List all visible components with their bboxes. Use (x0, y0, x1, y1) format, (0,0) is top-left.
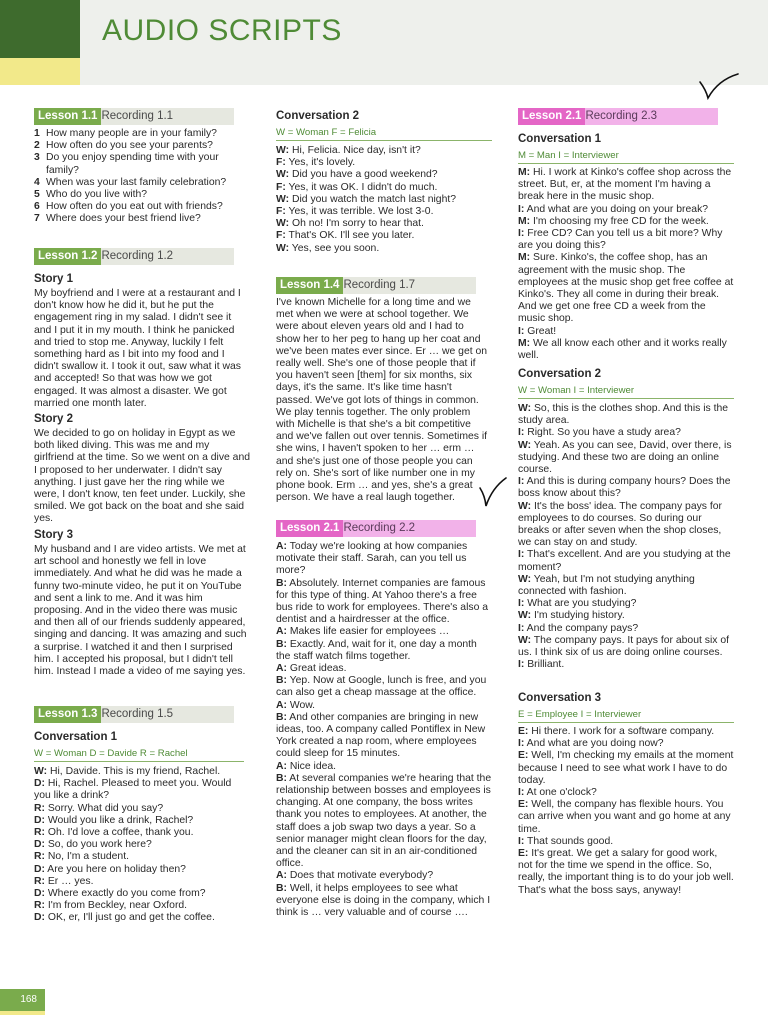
lesson-tag: Lesson 1.2 (34, 248, 101, 265)
speaker-label: R: (34, 802, 45, 814)
question-text: How often do you eat out with friends? (46, 201, 223, 213)
speaker-label: A: (276, 541, 287, 552)
speaker-label: I: (518, 622, 525, 634)
speaker-label: A: (276, 760, 287, 772)
page-number-strip (0, 1011, 45, 1015)
question-text: Who do you live with? (46, 189, 148, 201)
dialogue-line (518, 726, 734, 738)
line-text: So, do you work here? (44, 839, 152, 851)
line-text: OK, er, I'll just go and get the coffee. (44, 912, 215, 924)
story-text: My boyfriend and I were at a restaurant and I don't know how he did it, but he put the engagement ring in my salad. I didn't see it and I put it in my mouth. I think he panicked and tried to stop me. Anyway, luckily I felt something hard as I bit into my food and I didn't swallow it. I took it out, saw what it was and accepted! So that was how we got engaged. It was almost a disaster. We got married one month later. (34, 288, 241, 409)
speaker-label: R: (34, 900, 45, 912)
speaker-label: I: (518, 738, 525, 750)
speaker-label: W: (518, 500, 532, 512)
dialogue-line (276, 870, 494, 882)
dialogue-line (276, 182, 492, 194)
recording-label: Recording 1.7 (343, 279, 416, 292)
line-text: Well, I'm checking my emails at the moment because I need to see what work I have to do today. (518, 750, 734, 786)
recording-label: Recording 2.3 (585, 110, 658, 123)
conversation-heading: Conversation 2 (518, 368, 602, 380)
dialogue-line (518, 598, 734, 610)
question-number: 5 (34, 189, 40, 201)
story-heading: Story 2 (34, 413, 73, 425)
header-green-block (0, 0, 80, 58)
page-title: AUDIO SCRIPTS (102, 14, 342, 47)
lesson-heading (34, 706, 234, 723)
dialogue-line (276, 675, 494, 699)
dialogue-line (34, 839, 244, 851)
dialogue-line (34, 815, 244, 827)
line-text: At several companies we're hearing that the relationship between bosses and employees is changing. At one company, the boss writes thank you notes to employees. At another, the staff does a job swap two days a year. So a senior manager might clean floors for the day, and the cleaner can sit in an air-conditioned office. (276, 772, 492, 870)
line-text: Wow. (286, 699, 316, 711)
cast-list: M = Man I = Interviewer (518, 150, 734, 164)
speaker-label: W: (276, 242, 290, 254)
question-list (34, 128, 244, 226)
speaker-label: W: (518, 403, 532, 414)
question-number: 2 (34, 140, 40, 152)
dialogue (518, 403, 734, 671)
line-text: And what are you doing now? (524, 738, 664, 750)
speaker-label: W: (276, 145, 290, 156)
conversation-heading: Conversation 3 (518, 692, 602, 704)
dialogue-line (518, 610, 734, 622)
dialogue-line (518, 787, 734, 799)
line-text: Would you like a drink, Rachel? (44, 814, 194, 826)
line-text: And other companies are bringing in new ideas, too. A company called Pontiflex in New York created a nap room, where employees could sleep for 15 minutes. (276, 711, 486, 760)
dialogue-line (276, 700, 494, 712)
speaker-label: I: (518, 427, 525, 439)
speaker-label: D: (34, 839, 45, 851)
speaker-label: W: (518, 439, 532, 451)
dialogue-line (276, 761, 494, 773)
speaker-label: D: (34, 814, 45, 826)
dialogue-line (518, 476, 734, 500)
line-text: I'm from Beckley, near Oxford. (44, 900, 188, 912)
line-text: That sounds good. (524, 835, 614, 847)
header-yellow-strip (0, 58, 80, 85)
speaker-label: A: (276, 699, 287, 711)
question-text: How many people are in your family? (46, 128, 217, 139)
question-text: When was your last family celebration? (46, 176, 227, 188)
line-text: Today we're looking at how companies motivate their staff. Sarah, can you tell us more? (276, 541, 468, 577)
line-text: Did you watch the match last night? (289, 193, 457, 205)
line-text: Oh. I'd love a coffee, thank you. (44, 827, 194, 839)
question-number: 4 (34, 176, 40, 188)
dialogue (518, 167, 734, 362)
question-item (34, 213, 244, 225)
line-text: It's great. We get a salary for good work, not for the time we spend in the office. So, really, the important thing is to do your job well. That's what the boss says, anyway! (518, 848, 734, 896)
recording-label: Recording 1.2 (101, 250, 174, 263)
speaker-label: I: (518, 787, 525, 799)
speaker-label: R: (34, 851, 45, 863)
dialogue (518, 726, 734, 897)
recording-label: Recording 2.2 (343, 522, 416, 535)
line-text: Does that motivate everybody? (286, 870, 434, 882)
dialogue-line (276, 157, 492, 169)
question-item (34, 177, 244, 189)
line-text: Great! (524, 325, 557, 337)
dialogue-line (276, 194, 492, 206)
lesson-heading (34, 248, 234, 265)
speaker-label: B: (276, 638, 287, 650)
question-text: Do you enjoy spending time with your family? (46, 152, 219, 176)
lesson-heading (276, 277, 476, 294)
recording-label: Recording 1.1 (101, 110, 174, 123)
line-text: Hi there. I work for a software company. (528, 726, 715, 737)
speaker-label: I: (518, 549, 525, 561)
dialogue-line (34, 864, 244, 876)
line-text: Did you have a good weekend? (289, 169, 438, 181)
speaker-label: W: (276, 193, 290, 205)
dialogue-line (518, 750, 734, 787)
dialogue-line (34, 876, 244, 888)
dialogue-line (276, 243, 492, 255)
monologue-text: I've known Michelle for a long time and we met when we were at school together. We were about eleven years old and I had to show her to her peg to hang up her coat and we've been mates ever since. Er … we get on really well. She's one of those people that if you haven't seen [them] for six months, six days, it's the same. It's like time hasn't passed. We've got lots of things in common. We play tennis together. The only problem with Michelle is that she's a bit competitive and we've fallen out over tennis. Sometimes if she wins, I haven't spoken to her … erm … and she's just one of those people you can rely on. She's sort of like number one in my phone book. Erm … and yes, she's a great person. We have a real laugh together. (276, 297, 488, 504)
line-text: No, I'm a student. (44, 851, 129, 863)
question-text: Where does your best friend live? (46, 213, 201, 225)
speaker-label: I: (518, 835, 525, 847)
speaker-label: D: (34, 778, 45, 790)
dialogue-line (34, 912, 244, 924)
lesson-tag: Lesson 1.3 (34, 706, 101, 723)
lesson-tag: Lesson 1.4 (276, 277, 343, 294)
line-text: I'm studying history. (531, 610, 625, 622)
speaker-label: F: (276, 157, 286, 169)
speaker-label: E: (518, 750, 529, 762)
story-text: My husband and I are video artists. We met at art school and honestly we fell in love immediately. And what he did was he made a funny two-minute video, he put it on YouTube and sent a link to me. And it was him proposing. And in the video there was music and then all of our friends suddenly appeared, singing and dancing. It was amazing and such a surprise. I watched it and then I surprised him. I accepted his proposal, but I didn't tell him. Instead I made a video of me saying yes. (34, 544, 247, 678)
speaker-label: W: (518, 634, 532, 646)
line-text: Yes, it was OK. I didn't do much. (285, 181, 438, 193)
line-text: Hi, Felicia. Nice day, isn't it? (289, 145, 421, 156)
dialogue-line (518, 738, 734, 750)
line-text: Where exactly do you come from? (44, 888, 206, 900)
lesson-heading (276, 520, 476, 537)
speaker-label: I: (518, 228, 525, 240)
line-text: And the company pays? (524, 622, 639, 634)
line-text: Yeah. As you can see, David, over there, is studying. And these two are doing an online course. (518, 439, 732, 476)
speaker-label: R: (34, 827, 45, 839)
line-text: At one o'clock? (524, 787, 597, 799)
dialogue-line (518, 549, 734, 573)
dialogue-line (276, 169, 492, 181)
cast-list: W = Woman F = Felicia (276, 127, 492, 141)
speaker-label: M: (518, 167, 531, 178)
question-item (34, 128, 244, 140)
line-text: Well, it helps employees to see what everyone else is doing in the company, which I think is … very valuable and of course …. (276, 882, 491, 919)
speaker-label: I: (518, 476, 525, 488)
question-number: 1 (34, 128, 40, 139)
lesson-tag: Lesson 1.1 (34, 108, 101, 125)
page-number: 168 (0, 989, 45, 1011)
dialogue-line (518, 204, 734, 216)
dialogue-line (276, 541, 494, 578)
dialogue-line (518, 440, 734, 477)
speaker-label: I: (518, 325, 525, 337)
line-text: Great ideas. (286, 663, 347, 675)
dialogue (276, 541, 494, 919)
line-text: It's the boss' idea. The company pays for employees to do courses. So during our breaks or after seven when the shop closes, we can stay on and study. (518, 500, 723, 549)
dialogue-line (276, 578, 494, 627)
question-item (34, 152, 244, 176)
dialogue-line (34, 888, 244, 900)
line-text: Well, the company has flexible hours. You can arrive when you want and go home at any time. (518, 799, 731, 835)
line-text: I'm choosing my free CD for the week. (530, 215, 709, 227)
conversation-heading: Conversation 1 (518, 133, 602, 145)
line-text: Yes, it's lovely. (285, 157, 356, 169)
conversation-heading: Conversation 1 (34, 731, 118, 743)
dialogue-line (518, 836, 734, 848)
line-text: Right. So you have a study area? (524, 427, 681, 439)
dialogue-line (276, 639, 494, 663)
line-text: Exactly. And, wait for it, one day a month the staff watch films together. (276, 638, 477, 662)
speaker-label: W: (518, 573, 532, 585)
speaker-label: E: (518, 726, 529, 737)
dialogue-line (518, 228, 734, 252)
speaker-label: B: (276, 577, 287, 589)
dialogue-line (34, 766, 244, 778)
speaker-label: B: (276, 711, 287, 723)
line-text: Absolutely. Internet companies are famous for this type of thing. At Yahoo there's a free bus ride to work for employees. There's also a dentist and a hairdresser at the office. (276, 577, 489, 626)
speaker-label: R: (34, 875, 45, 887)
dialogue-line (276, 883, 494, 920)
dialogue-line (518, 501, 734, 550)
dialogue-line (34, 778, 244, 802)
lesson-heading (34, 108, 234, 125)
line-text: Sorry. What did you say? (44, 802, 164, 814)
page-header (0, 0, 768, 85)
line-text: Sure. Kinko's, the coffee shop, has an agreement with the music shop. The employees at the music shop get free coffee at Kinko's. They all come in during their break. And we get one free CD a week from the music shop. (518, 252, 734, 325)
dialogue-line (276, 626, 494, 638)
dialogue-line (518, 252, 734, 325)
line-text: Yeah, but I'm not studying anything connected with fashion. (518, 573, 695, 598)
speaker-label: A: (276, 663, 287, 675)
recording-label: Recording 1.5 (101, 708, 174, 721)
dialogue-line (276, 663, 494, 675)
dialogue-line (518, 403, 734, 427)
dialogue (276, 145, 492, 255)
speaker-label: W: (518, 610, 532, 622)
question-number: 7 (34, 213, 40, 225)
speaker-label: W: (276, 218, 290, 230)
dialogue-line (276, 712, 494, 761)
line-text: Yep. Now at Google, lunch is free, and you can also get a cheap massage at the office. (276, 675, 487, 699)
question-number: 6 (34, 201, 40, 213)
speaker-label: F: (276, 181, 286, 193)
line-text: Yes, see you soon. (289, 242, 380, 254)
speaker-label: M: (518, 215, 531, 227)
dialogue-line (276, 218, 492, 230)
question-item (34, 201, 244, 213)
line-text: Hi, Rachel. Pleased to meet you. Would you like a drink? (34, 778, 232, 802)
line-text: Oh no! I'm sorry to hear that. (289, 218, 424, 230)
story-text: We decided to go on holiday in Egypt as we both liked diving. This was me and my girlfriend at the time. So we went on a dive and I proposed to her underwater. I didn't say anything. I just gave her the ring while we were, I don't know, ten feet under. Luckily, she smiled. We got back on the boat and she said yes. (34, 428, 251, 525)
dialogue-line (34, 900, 244, 912)
cast-list: W = Woman D = Davide R = Rachel (34, 748, 244, 762)
dialogue-line (518, 427, 734, 439)
story-heading: Story 3 (34, 529, 73, 541)
dialogue-line (34, 803, 244, 815)
speaker-label: B: (276, 675, 287, 687)
dialogue-line (518, 167, 734, 204)
dialogue-line (518, 326, 734, 338)
line-text: So, this is the clothes shop. And this is the study area. (518, 403, 729, 427)
dialogue (34, 766, 244, 925)
dialogue-line (518, 659, 734, 671)
speaker-label: F: (276, 230, 286, 242)
question-item (34, 140, 244, 152)
speaker-label: I: (518, 659, 525, 671)
conversation-heading: Conversation 2 (276, 110, 360, 122)
line-text: We all know each other and it works really well. (518, 337, 727, 362)
cast-list: E = Employee I = Interviewer (518, 709, 734, 723)
speaker-label: E: (518, 799, 529, 811)
lesson-tag: Lesson 2.1 (518, 108, 585, 125)
speaker-label: I: (518, 203, 525, 215)
line-text: The company pays. It pays for about six of us. I think six of us are doing online courses. (518, 634, 730, 659)
line-text: Makes life easier for employees … (286, 626, 450, 638)
dialogue-line (518, 216, 734, 228)
line-text: That's excellent. And are you studying at the moment? (518, 549, 731, 573)
dialogue-line (518, 338, 734, 362)
line-text: Brilliant. (524, 659, 565, 671)
dialogue-line (276, 773, 494, 871)
lesson-heading (518, 108, 718, 125)
line-text: Er … yes. (44, 875, 94, 887)
dialogue-line (276, 230, 492, 242)
speaker-label: E: (518, 848, 529, 860)
question-text: How often do you see your parents? (46, 140, 213, 152)
dialogue-line (518, 623, 734, 635)
cast-list: W = Woman I = Interviewer (518, 385, 734, 399)
line-text: Nice idea. (286, 760, 337, 772)
speaker-label: I: (518, 598, 525, 610)
line-text: Hi, Davide. This is my friend, Rachel. (47, 766, 221, 777)
line-text: Free CD? Can you tell us a bit more? Why are you doing this? (518, 228, 723, 252)
dialogue-line (34, 827, 244, 839)
question-number: 3 (34, 152, 40, 164)
speaker-label: D: (34, 863, 45, 875)
checkmark-icon (698, 72, 740, 102)
speaker-label: B: (276, 882, 287, 894)
dialogue-line (518, 848, 734, 897)
speaker-label: A: (276, 870, 287, 882)
speaker-label: W: (276, 169, 290, 181)
speaker-label: A: (276, 626, 287, 638)
speaker-label: F: (276, 206, 286, 218)
speaker-label: M: (518, 337, 531, 349)
speaker-label: D: (34, 912, 45, 924)
line-text: Yes, it was terrible. We lost 3-0. (285, 206, 434, 218)
story-heading: Story 1 (34, 273, 73, 285)
line-text: Are you here on holiday then? (44, 863, 186, 875)
line-text: What are you studying? (524, 598, 637, 610)
speaker-label: D: (34, 888, 45, 900)
speaker-label: B: (276, 772, 287, 784)
speaker-label: W: (34, 766, 48, 777)
dialogue-line (518, 574, 734, 598)
dialogue-line (518, 635, 734, 659)
dialogue-line (518, 799, 734, 836)
dialogue-line (276, 206, 492, 218)
line-text: And what are you doing on your break? (524, 203, 709, 215)
speaker-label: M: (518, 252, 531, 264)
lesson-tag: Lesson 2.1 (276, 520, 343, 537)
dialogue-line (276, 145, 492, 157)
question-item (34, 189, 244, 201)
line-text: And this is during company hours? Does the boss know about this? (518, 476, 731, 500)
dialogue-line (34, 851, 244, 863)
line-text: Hi. I work at Kinko's coffee shop across the street. But, er, at the moment I'm having a break here in the music shop. (518, 167, 732, 203)
line-text: That's OK. I'll see you later. (285, 230, 415, 242)
